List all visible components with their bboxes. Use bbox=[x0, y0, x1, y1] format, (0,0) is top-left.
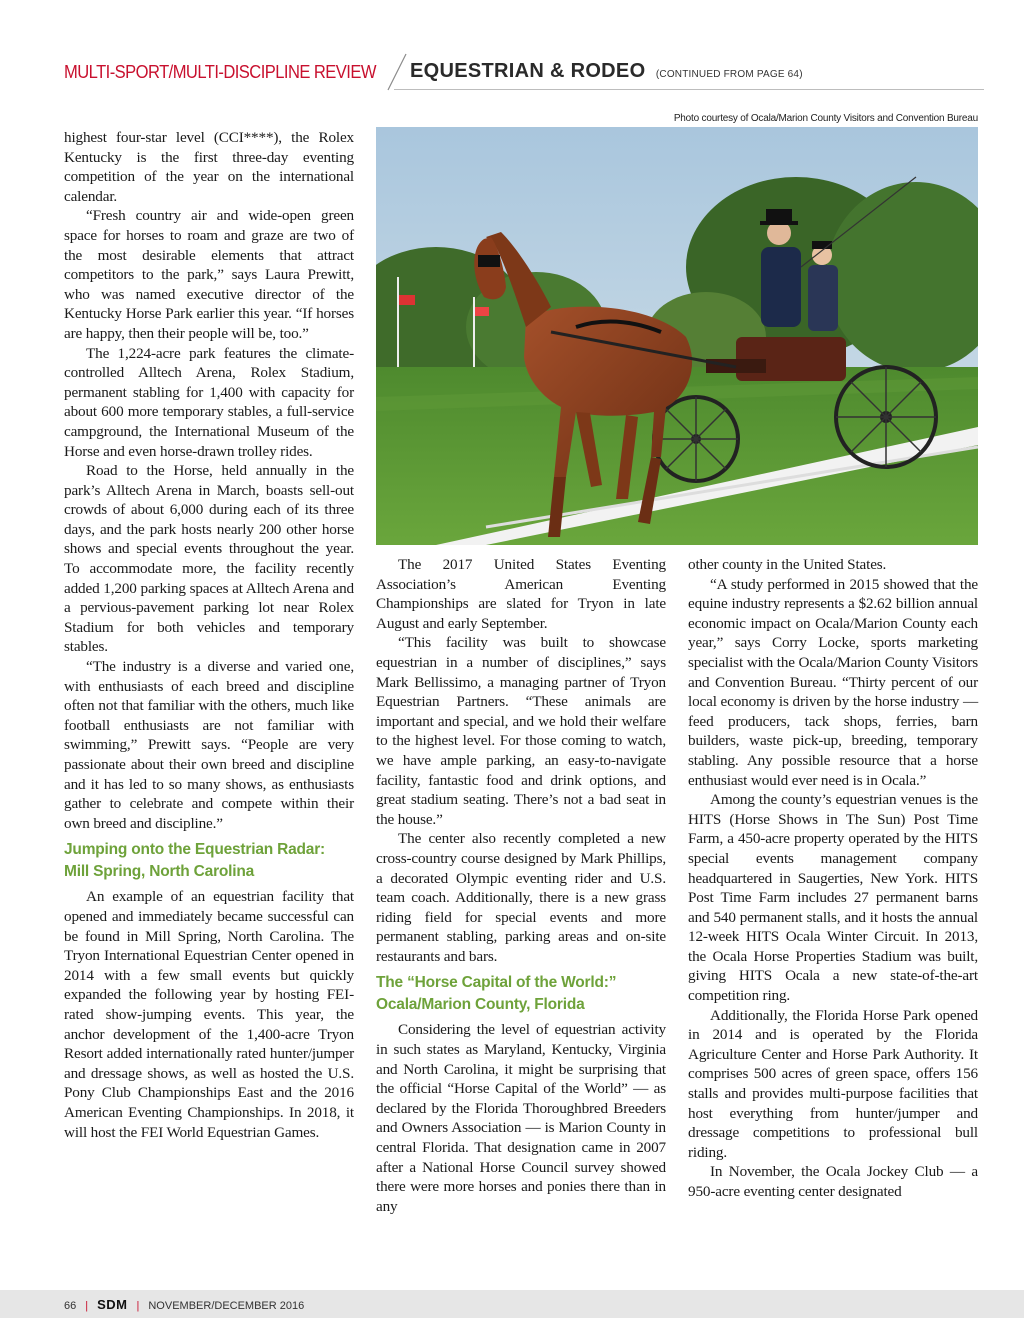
paragraph: An example of an equestrian facility that opened and immediately became successful can be found in Mill Spring, North Carolina. The Tryon International Equestrian Center opened in 2014 with a few small events but quickly expanded the following year by hosting FEI-rated show-jumping events. This year, the anchor development of the 1,400-acre Tryon Resort added internationally rated hunter/jumper and dressage shows, as well as hosted the U.S. Pony Club Championships East and the 2016 American Eventing Championships. In 2018, it will host the FEI World Equestrian Games. bbox=[64, 888, 354, 1141]
header-rule bbox=[394, 89, 984, 90]
paragraph: Among the county’s equestrian venues is the HITS (Horse Shows in The Sun) Post Time Farm, a 450-acre property operated by the HITS special events management company headquartered in Saugerties, New York. HITS Post Time Farm includes 27 permanent barns and 540 permanent stalls, and it hosts the annual 12-week HITS Ocala Winter Circuit. In 2013, the Ocala Horse Properties Stadium was built, giving HITS Ocala a new state-of-the-art competition ring. bbox=[688, 791, 978, 1005]
page-number: 66 bbox=[64, 1300, 77, 1312]
page-header bbox=[64, 52, 984, 92]
page-footer bbox=[64, 1297, 304, 1312]
paragraph: Road to the Horse, held annually in the park’s Alltech Arena in March, boasts sell-out crowds of about 6,000 during each of its three days, and the park hosts nearly 200 other horse shows and special events throughout the year. To accommodate more, the facility recently added 1,200 parking spaces at Alltech Arena and a pervious-pavement parking lot near Rolex Stadium for both vehicles and temporary stables. bbox=[64, 462, 354, 656]
header-slash bbox=[382, 52, 410, 92]
paragraph: “Fresh country air and wide-open green space for horses to roam and graze are two of the most desirable elements that attract competitors to the park,” says Laura Prewitt, who was named executive director of the Kentucky Horse Park earlier this year. “If horses are happy, then their people will be, too.” bbox=[64, 207, 354, 342]
article-column-3 bbox=[688, 555, 978, 1202]
article-column-1 bbox=[64, 128, 354, 1142]
review-title: MULTI-SPORT/MULTI-DISCIPLINE REVIEW bbox=[64, 62, 376, 82]
section-title-group bbox=[410, 60, 803, 83]
paragraph: “The industry is a diverse and varied one, with enthusiasts of each breed and discipline often not that familiar with the others, much like football enthusiasts are not familiar with swimming,” Prewitt says. “People are very passionate about their own breed and discipline and it has led to so many shows, as enthusiasts gather to celebrate and compete within their own breed and discipline.” bbox=[64, 658, 354, 832]
photo-credit: Photo courtesy of Ocala/Marion County Visitors and Convention Bureau bbox=[673, 113, 978, 124]
paragraph: In November, the Ocala Jockey Club — a 950-acre eventing center designated bbox=[688, 1163, 978, 1200]
subheading: The “Horse Capital of the World:” Ocala/Marion County, Florida bbox=[376, 974, 617, 1014]
footer-separator: | bbox=[85, 1300, 89, 1312]
article-column-2 bbox=[376, 555, 666, 1216]
magazine-name: SDM bbox=[97, 1297, 128, 1312]
issue-date: NOVEMBER/DECEMBER 2016 bbox=[148, 1300, 305, 1312]
section-title: EQUESTRIAN & RODEO bbox=[410, 60, 646, 82]
paragraph: Considering the level of equestrian activity in such states as Maryland, Kentucky, Virginia and North Carolina, it might be surprising that the official “Horse Capital of the World” — as declared by the Florida Thoroughbred Breeders and Owners Association — is Marion County in central Florida. That designation came in 2007 after a National Horse Council survey showed there were more horses and ponies there than in any bbox=[376, 1021, 666, 1215]
paragraph: The 2017 United States Eventing Association’s American Eventing Championships are slated for Tryon in late August and early September. bbox=[376, 556, 666, 632]
paragraph: Additionally, the Florida Horse Park opened in 2014 and is operated by the Florida Agriculture Center and Horse Park Authority. It comprises 500 acres of green space, offers 156 stalls and provides multi-purpose facilities that host everything from hunter/jumper and dressage competitions to professional bull riding. bbox=[688, 1006, 978, 1161]
continued-note: (CONTINUED FROM PAGE 64) bbox=[655, 69, 803, 80]
paragraph: “This facility was built to showcase equestrian in a number of disciplines,” says Mark Bellissimo, a managing partner of Tryon Equestrian Partners. “These animals are important and special, and we hold their welfare to the highest level. For those coming to watch, we have ample parking, an easy-to-navigate facility, fantastic food and drink options, and great stadium seating. There’s not a bad seat in the house.” bbox=[376, 634, 666, 828]
carriage-driving-photo bbox=[376, 127, 978, 545]
paragraph: The center also recently completed a new cross-country course designed by Mark Phillips, a decorated Olympic eventing rider and U.S. team coach. Additionally, there is a new grass riding field for special events and more permanent stabling, parking areas and on-site restaurants and bars. bbox=[376, 830, 666, 965]
subheading: Jumping onto the Equestrian Radar: Mill Spring, North Carolina bbox=[64, 841, 326, 881]
paragraph: The 1,224-acre park features the climate-controlled Alltech Arena, Rolex Stadium, permanent stabling for 1,400 with capacity for about 600 more temporary stables, a full-service campground, the International Museum of the Horse and even horse-drawn trolley rides. bbox=[64, 344, 354, 460]
paragraph: “A study performed in 2015 showed that the equine industry represents a $2.62 billion annual economic impact on Ocala/Marion County each year,” says Corry Locke, sports marketing specialist with the Ocala/Marion County Visitors and Convention Bureau. “Thirty percent of our local economy is driven by the horse industry — feed producers, tack shops, ferries, barn builders, waste pick-up, breeding, temporary stabling. Any possible resource that a horse enthusiast would ever need is in Ocala.” bbox=[688, 575, 978, 789]
footer-separator: | bbox=[136, 1300, 140, 1312]
photo-illustration bbox=[376, 127, 978, 545]
paragraph: other county in the United States. bbox=[688, 556, 887, 573]
paragraph: highest four-star level (CCI****), the Rolex Kentucky is the first three-day eventing competition of the year on the international calendar. bbox=[64, 129, 354, 205]
